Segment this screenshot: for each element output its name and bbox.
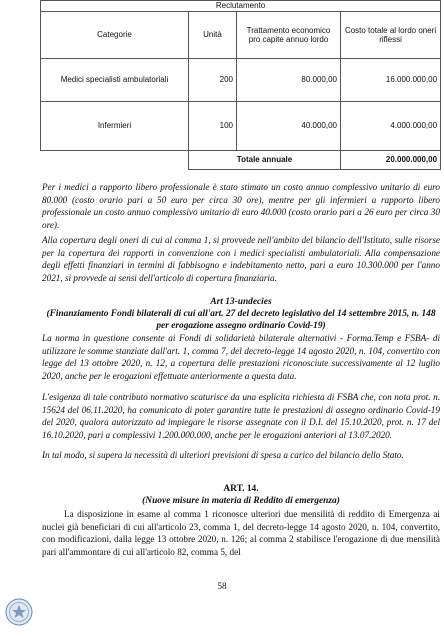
cell-category: Medici specialisti ambulatoriali bbox=[41, 59, 189, 102]
table-caption: Reclutamento bbox=[41, 1, 441, 12]
paragraph-art14: La disposizione in esame al comma 1 riconosce ulteriori due mensilità di reddito di Emergenza ai nuclei già beneficiari di cui all'articolo 23, comma 1, del decreto-legge 14 agosto 2020, n. 104, convertito, con modificazioni, dalla legge 13 ottobre 2020, n. 126; al comma 2 stabilisce l'erogazione di due mensilità pari all'ammontare di cui all'articolo 82, comma 5, del bbox=[42, 509, 440, 557]
art14-title: ART. 14. bbox=[223, 484, 259, 494]
paragraph-coverage: Alla copertura degli oneri di cui al comma 1, si provvede nell'ambito del bilancio dell'Istituto, sulle risorse per la copertura dei rapporti in convenzione con i medici specialisti ambulatoriali. Alla compensazione degli effetti finanziari in termini di fabbisogno e indebitamento netto, pari a euro 10.300.000 per l'anno 2021, si provvede ai sensi dell'articolo di copertura finanziaria. bbox=[42, 235, 440, 283]
art13-title: Art 13-undecies bbox=[210, 297, 272, 307]
cell-total: 16.000.000,00 bbox=[341, 59, 441, 102]
header-costo-totale: Costo totale al lordo oneri riflessi bbox=[341, 12, 441, 59]
recruitment-table bbox=[40, 0, 441, 170]
cell-per-capita: 40.000,00 bbox=[237, 102, 341, 151]
total-value: 20.000.000,00 bbox=[341, 151, 441, 170]
cell-units: 200 bbox=[189, 59, 237, 102]
paragraph-art13-conclusion: In tal modo, si supera la necessità di ulteriori previsioni di spesa a carico del bilancio dello Stato. bbox=[42, 450, 404, 460]
table-row bbox=[41, 102, 441, 151]
paragraph-costs: Per i medici a rapporto libero professionale è stato stimato un costo annuo complessivo unitario di euro 80.000 (costo orario pari a 50 euro per circa 30 ore), mentre per gli infermieri a rapporto libero professionale un costo annuo complessivo unitario di euro 40.000 (costo orario pari a 26 euro per circa 30 ore). bbox=[42, 182, 440, 230]
table-total-row bbox=[41, 151, 441, 170]
table-header-row bbox=[41, 12, 441, 59]
art14-subtitle: (Nuove misure in materia di Reddito di emergenza) bbox=[142, 496, 340, 506]
art13-subtitle: (Finanziamento Fondi bilaterali di cui all'art. 27 del decreto legislativo del 14 settembre 2015, n. 148 per erogazione assegno ordinario Covid-19) bbox=[46, 309, 436, 331]
table-row bbox=[41, 59, 441, 102]
total-label: Totale annuale bbox=[189, 151, 341, 170]
paragraph-art13-norm: La norma in questione consente ai Fondi di solidarietà bilaterale alternativi - Forma.Temp e FSBA- di utilizzare le somme stanziate dall'art. 1, comma 7, del decreto-legge 14 agosto 2020, n. 104, convertito con legge del 13 ottobre 2020, n. 12, a copertura delle prestazioni riconosciute successivamente al 12 luglio 2020, anche per le erogazioni effettuate anteriormente a questa data. bbox=[42, 333, 440, 381]
paragraph-art13-fsba: L'esigenza di tale contributo normativo scaturisce da una esplicita richiesta di FSBA che, con nota prot. n. 15624 del 06.11.2020, ha comunicato di poter garantire tutte le prestazioni di assegno ordinario Covid-19 del 2020, qualora autorizzato ad impiegare le risorse assegnate con il D.I. del 15.10.2020, prot. n. 17 del 16.10.2020, pari a complessivi 1.200.000.000, anche per le erogazioni anteriori al 13.07.2020. bbox=[42, 392, 440, 440]
cell-category: Infermieri bbox=[41, 102, 189, 151]
header-categorie: Categorie bbox=[41, 12, 189, 59]
ministry-seal-icon bbox=[5, 598, 33, 626]
header-trattamento: Trattamento economico pro capite annuo lordo bbox=[237, 12, 341, 59]
cell-total: 4.000.000,00 bbox=[341, 102, 441, 151]
page-number: 58 bbox=[217, 581, 227, 591]
header-unita: Unità bbox=[189, 12, 237, 59]
cell-per-capita: 80.000,00 bbox=[237, 59, 341, 102]
cell-units: 100 bbox=[189, 102, 237, 151]
